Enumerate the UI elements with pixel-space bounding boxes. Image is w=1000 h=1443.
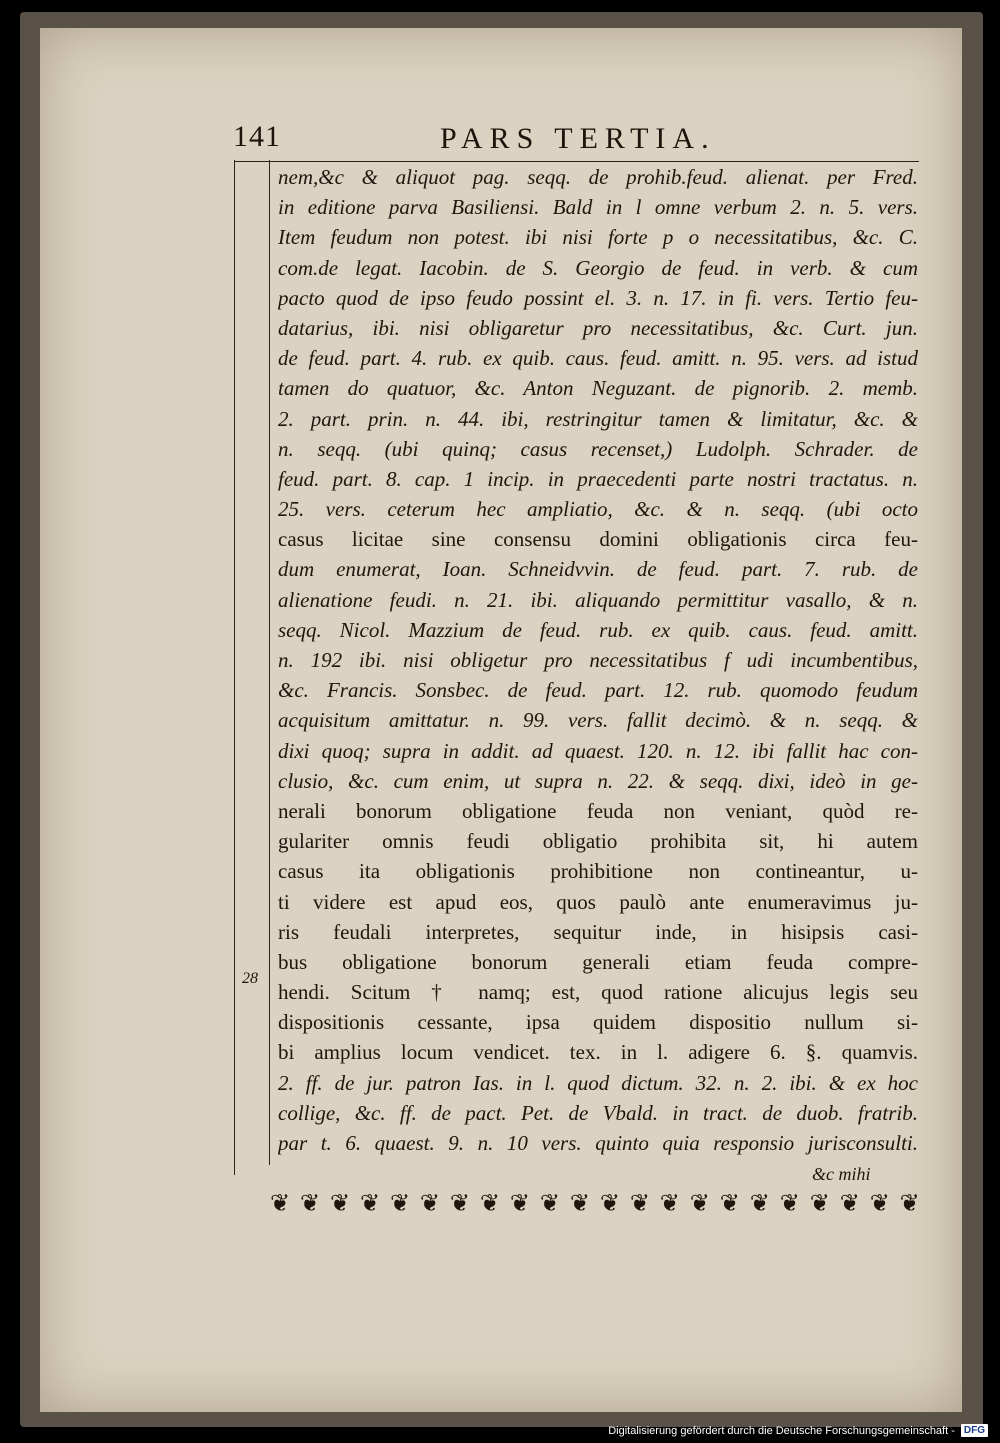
- ornament-fleuron: ❦: [299, 1190, 321, 1217]
- text-line: gulariter omnis feudi obligatio prohibita sit, hi autem: [278, 829, 918, 854]
- footer-text: Digitalisierung gefördert durch die Deutsche Forschungsgemeinschaft -: [608, 1424, 955, 1437]
- text-line: casus licitae sine consensu domini obligationis circa feu-: [278, 527, 918, 552]
- text-line: ti videre est apud eos, quos paulò ante enumeravimus ju-: [278, 889, 918, 914]
- frame-rule-outer: [234, 160, 235, 1175]
- ornament-fleuron: ❦: [689, 1190, 710, 1217]
- ornament-fleuron: ❦: [839, 1190, 860, 1217]
- text-line: 2. part. prin. n. 44. ibi, restringitur tamen & limitatur, &c. &: [278, 406, 918, 431]
- text-line: &c. Francis. Sonsbec. de feud. part. 12. rub. quomodo feudum: [278, 678, 918, 703]
- text-line: n. 192 ibi. nisi obligetur pro necessitatibus f udi incumbentibus,: [278, 648, 918, 672]
- text-line: hendi. Scitum † namq; est, quod ratione alicujus legis seu: [278, 980, 918, 1005]
- ornament-fleuron: ❦: [599, 1190, 620, 1217]
- text-line: tamen do quatuor, &c. Anton Neguzant. de pignorib. 2. memb.: [278, 376, 918, 401]
- text-line: de feud. part. 4. rub. ex quib. caus. feud. amitt. n. 95. vers. ad istud: [278, 346, 918, 371]
- ornament-fleuron: ❦: [329, 1190, 351, 1217]
- text-line: feud. part. 8. cap. 1 incip. in praecedenti parte nostri tractatus. n.: [278, 466, 918, 491]
- text-line: dispositionis cessante, ipsa quidem dispositio nullum si-: [278, 1010, 918, 1035]
- catchword: &c mihi: [812, 1164, 871, 1184]
- dfg-logo: DFG: [961, 1424, 988, 1437]
- text-line: clusio, &c. cum enim, ut supra n. 22. & seqq. dixi, ideò in ge-: [278, 768, 918, 793]
- ornament-fleuron: ❦: [749, 1190, 770, 1217]
- footer: [608, 1424, 988, 1437]
- text-line: casus ita obligationis prohibitione non contineantur, u-: [278, 859, 918, 884]
- running-head: PARS TERTIA.: [440, 122, 716, 155]
- ornament-fleuron: ❦: [479, 1190, 500, 1217]
- frame-rule-inner: [269, 160, 270, 1165]
- text-line: par t. 6. quaest. 9. n. 10 vers. quinto quia responsio jurisconsulti.: [278, 1131, 918, 1155]
- text-line: dixi quoq; supra in addit. ad quaest. 120. n. 12. ibi fallit hac con-: [278, 738, 918, 763]
- text-line: ris feudali interpretes, sequitur inde, in hisipsis casi-: [278, 919, 918, 944]
- text-line: bus obligatione bonorum generali etiam feuda compre-: [278, 949, 918, 974]
- ornament-fleuron: ❦: [389, 1190, 411, 1217]
- text-line: 2. ff. de jur. patron Ias. in l. quod dictum. 32. n. 2. ibi. & ex hoc: [278, 1070, 918, 1095]
- text-line: pacto quod de ipso feudo possint el. 3. n. 17. in fi. vers. Tertio feu-: [278, 285, 918, 310]
- ornament-fleuron: ❦: [899, 1190, 920, 1217]
- text-line: nem,&c & aliquot pag. seqq. de prohib.feud. alienat. per Fred.: [278, 165, 918, 189]
- ornament-fleuron: ❦: [509, 1190, 530, 1217]
- ornament-fleuron: ❦: [270, 1190, 291, 1217]
- text-line: dum enumerat, Ioan. Schneidvvin. de feud. part. 7. rub. de: [278, 557, 918, 582]
- text-line: in editione parva Basiliensi. Bald in l omne verbum 2. n. 5. vers.: [278, 195, 918, 220]
- ornament-fleuron: ❦: [629, 1190, 650, 1217]
- body-text: [278, 162, 918, 1158]
- ornament-band: [270, 1183, 920, 1223]
- text-line: acquisitum amittatur. n. 99. vers. fallit decimò. & n. seqq. &: [278, 708, 918, 733]
- ornament-fleuron: ❦: [419, 1190, 441, 1217]
- text-line: nerali bonorum obligatione feuda non veniant, quòd re-: [278, 798, 918, 823]
- ornament-fleuron: ❦: [359, 1190, 381, 1217]
- text-line: com.de legat. Iacobin. de S. Georgio de feud. in verb. & cum: [278, 255, 918, 280]
- ornament-fleuron: ❦: [569, 1190, 590, 1217]
- text-line: datarius, ibi. nisi obligaretur pro necessitatibus, &c. Curt. jun.: [278, 315, 918, 340]
- text-line: Item feudum non potest. ibi nisi forte p o necessitatibus, &c. C.: [278, 225, 918, 250]
- ornament-fleuron: ❦: [719, 1190, 740, 1217]
- ornament-fleuron: ❦: [809, 1190, 830, 1217]
- text-line: n. seqq. (ubi quinq; casus recenset,) Ludolph. Schrader. de: [278, 436, 918, 461]
- ornament-fleuron: ❦: [659, 1190, 680, 1217]
- text-line: bi amplius locum vendicet. tex. in l. adigere 6. §. quamvis.: [278, 1040, 918, 1065]
- ornament-fleuron: ❦: [449, 1190, 471, 1217]
- ornament-fleuron: ❦: [539, 1190, 560, 1217]
- text-line: alienatione feudi. n. 21. ibi. aliquando permittitur vasallo, & n.: [278, 587, 918, 612]
- ornament-fleuron: ❦: [869, 1190, 890, 1217]
- page-number: 141: [233, 120, 281, 153]
- text-line: seqq. Nicol. Mazzium de feud. rub. ex quib. caus. feud. amitt.: [278, 617, 918, 642]
- text-line: 25. vers. ceterum hec ampliatio, &c. & n. seqq. (ubi octo: [278, 497, 918, 522]
- ornament-fleuron: ❦: [779, 1190, 800, 1217]
- text-line: collige, &c. ff. de pact. Pet. de Vbald. in tract. de duob. fratrib.: [278, 1100, 918, 1125]
- margin-note: 28: [242, 970, 258, 987]
